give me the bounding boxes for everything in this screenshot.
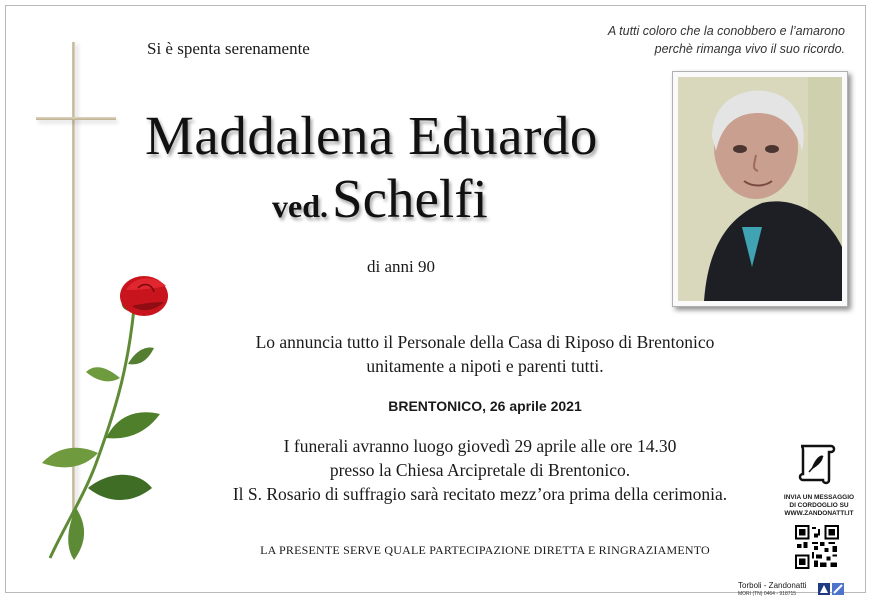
announcement bbox=[170, 330, 800, 378]
rose-icon bbox=[36, 268, 176, 568]
married-name-line bbox=[272, 167, 488, 230]
cross-bar bbox=[36, 117, 116, 120]
quote-line-2: perchè rimanga vivo il suo ricordo. bbox=[654, 42, 845, 56]
brand-logo-icon bbox=[818, 582, 846, 596]
message-link[interactable] bbox=[772, 494, 866, 518]
quote-line-1: A tutti coloro che la conobbero e l’amarono bbox=[607, 24, 845, 38]
funeral-line-1: I funerali avranno luogo giovedì 29 aprile alle ore 14.30 bbox=[283, 436, 677, 456]
footer-note: LA PRESENTE SERVE QUALE PARTECIPAZIONE DIRETTA E RINGRAZIAMENTO bbox=[260, 543, 710, 557]
message-line-2: DI CORDOGLIO SU bbox=[789, 502, 849, 509]
funeral-line-3: Il S. Rosario di suffragio sarà recitato mezz’ora prima della cerimonia. bbox=[232, 484, 728, 504]
quill-paper-icon[interactable] bbox=[793, 440, 841, 488]
funeral-line-2: presso la Chiesa Arcipretale di Brentonico. bbox=[329, 460, 631, 480]
age-text: di anni 90 bbox=[367, 257, 435, 276]
portrait-photo bbox=[678, 77, 842, 301]
funeral-details bbox=[160, 434, 800, 506]
announcement-line-1: Lo annuncia tutto il Personale della Casa di Riposo di Brentonico bbox=[255, 332, 715, 352]
place-date: BRENTONICO, 26 aprile 2021 bbox=[388, 398, 582, 414]
deceased-name: Maddalena Eduardo bbox=[145, 105, 598, 166]
message-line-1: INVIA UN MESSAGGIO bbox=[783, 494, 855, 501]
memorial-quote bbox=[565, 22, 845, 58]
married-surname: Schelfi bbox=[332, 168, 488, 229]
announcement-line-2: unitamente a nipoti e parenti tutti. bbox=[366, 356, 604, 376]
brand-contact: MORI (TN) 0464 - 918715 bbox=[738, 591, 797, 597]
qr-code-icon[interactable] bbox=[795, 525, 839, 569]
ved-label: ved. bbox=[272, 188, 328, 224]
intro-text: Si è spenta serenamente bbox=[147, 39, 310, 58]
website-link[interactable]: WWW.ZANDONATTI.IT bbox=[784, 510, 854, 517]
portrait-frame bbox=[672, 71, 848, 307]
brand-name: Torboli - Zandonatti bbox=[738, 581, 807, 590]
